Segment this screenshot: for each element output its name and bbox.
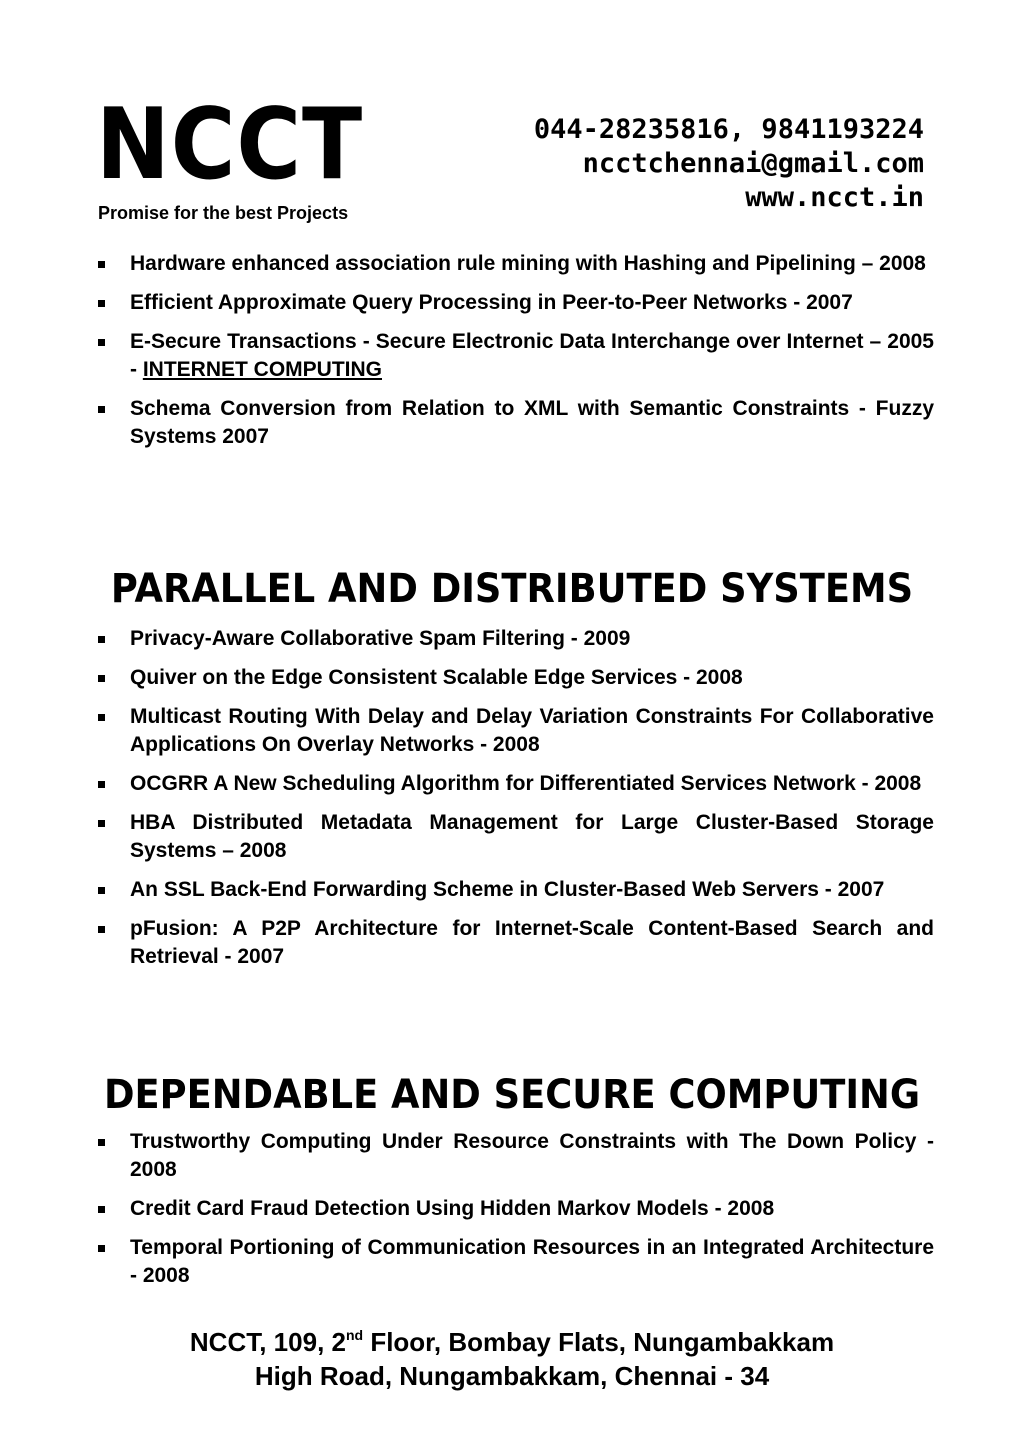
- bullet-icon: [98, 636, 105, 643]
- list-item: [96, 1234, 934, 1290]
- list-item-text: Hardware enhanced association rule mining with Hashing and Pipelining – 2008: [130, 252, 926, 275]
- list-item-text: E-Secure Transactions - Secure Electronic Data Interchange over Internet – 2005 -: [130, 330, 934, 381]
- list-item-text: pFusion: A P2P Architecture for Internet-Scale Content-Based Search and Retrieval - 2007: [130, 917, 934, 968]
- bullet-icon: [98, 887, 105, 894]
- phone-numbers: 044-28235816, 9841193224: [533, 114, 924, 145]
- list-item: [96, 625, 934, 653]
- list-item-text: Trustworthy Computing Under Resource Constraints with The Down Policy - 2008: [130, 1130, 934, 1181]
- project-list-3: [96, 1128, 934, 1301]
- list-item: [96, 809, 934, 865]
- list-item-text: HBA Distributed Metadata Management for Large Cluster-Based Storage Systems – 2008: [130, 811, 934, 862]
- list-item-text: Quiver on the Edge Consistent Scalable Edge Services - 2008: [130, 666, 743, 689]
- website-address: www.ncct.in: [745, 182, 924, 213]
- address-line-2: High Road, Nungambakkam, Chennai - 34: [254, 1361, 770, 1391]
- list-item-text: Efficient Approximate Query Processing in Peer-to-Peer Networks - 2007: [130, 291, 853, 314]
- list-item-text: Schema Conversion from Relation to XML with Semantic Constraints - Fuzzy Systems 2007: [130, 397, 934, 448]
- bullet-icon: [98, 1245, 105, 1252]
- list-item: [96, 1195, 934, 1223]
- bullet-icon: [98, 781, 105, 788]
- project-list-2: [96, 625, 934, 982]
- list-item: [96, 876, 934, 904]
- bullet-icon: [98, 406, 105, 413]
- list-item: [96, 289, 934, 317]
- bullet-icon: [98, 926, 105, 933]
- list-item: [96, 328, 934, 384]
- bullet-icon: [98, 339, 105, 346]
- list-item-text: An SSL Back-End Forwarding Scheme in Cluster-Based Web Servers - 2007: [130, 878, 885, 901]
- list-item-text: Temporal Portioning of Communication Resources in an Integrated Architecture - 2008: [130, 1236, 934, 1287]
- list-item: [96, 915, 934, 971]
- bullet-icon: [98, 1206, 105, 1213]
- section-title-dependable-secure: DEPENDABLE AND SECURE COMPUTING: [103, 1072, 921, 1118]
- list-item: [96, 1128, 934, 1184]
- internet-computing-link[interactable]: INTERNET COMPUTING: [142, 358, 382, 381]
- list-item: [96, 395, 934, 451]
- tagline: Promise for the best Projects: [98, 203, 349, 223]
- address-footer: [0, 1318, 1024, 1393]
- contact-block: [534, 113, 924, 215]
- email-address: ncctchennai@gmail.com: [582, 148, 924, 179]
- list-item-text: OCGRR A New Scheduling Algorithm for Differentiated Services Network - 2008: [130, 772, 922, 795]
- list-item: [96, 770, 934, 798]
- list-item: [96, 703, 934, 759]
- list-item-text: Privacy-Aware Collaborative Spam Filtering - 2009: [130, 627, 631, 650]
- ncct-logo: NCCT: [96, 88, 364, 202]
- list-item: [96, 664, 934, 692]
- bullet-icon: [98, 714, 105, 721]
- project-list-1: [96, 250, 934, 462]
- bullet-icon: [98, 820, 105, 827]
- address-line-1: NCCT, 109, 2nd Floor, Bombay Flats, Nungambakkam: [189, 1327, 835, 1357]
- bullet-icon: [98, 1139, 105, 1146]
- list-item-text: Multicast Routing With Delay and Delay Variation Constraints For Collaborative Applications On Overlay Networks - 2008: [130, 705, 934, 756]
- bullet-icon: [98, 675, 105, 682]
- bullet-icon: [98, 300, 105, 307]
- list-item-text: Credit Card Fraud Detection Using Hidden Markov Models - 2008: [130, 1197, 775, 1220]
- bullet-icon: [98, 261, 105, 268]
- list-item: [96, 250, 934, 278]
- section-title-parallel-distributed: PARALLEL AND DISTRIBUTED SYSTEMS: [110, 566, 914, 612]
